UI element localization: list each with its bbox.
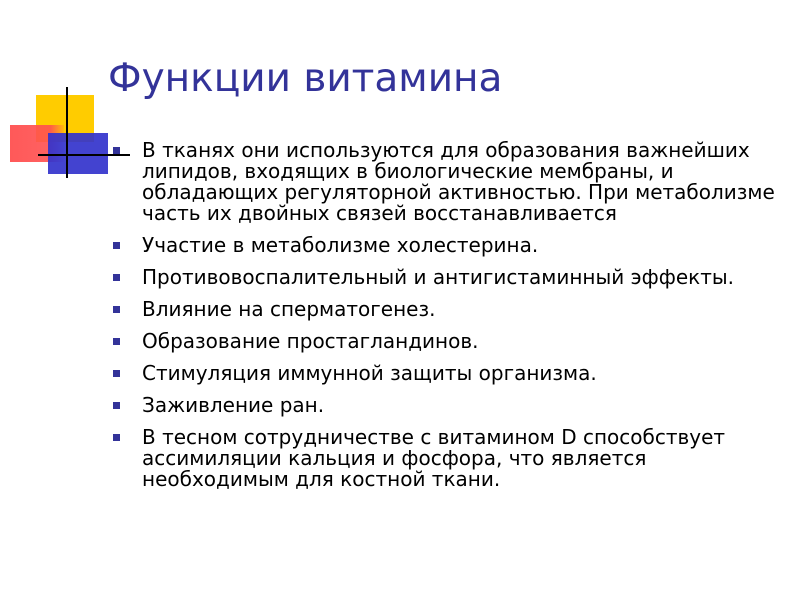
bullet-item <box>108 299 778 320</box>
bullet-square-icon <box>113 242 120 249</box>
bullet-text: В тесном сотрудничестве с витамином D способствует ассимиляции кальция и фосфора, что является необходимым для костной ткани. <box>142 425 726 491</box>
bullet-text: Противовоспалительный и антигистаминный эффекты. <box>142 265 735 289</box>
bullet-item <box>108 363 778 384</box>
bullet-item <box>108 395 778 416</box>
bullet-text: Стимуляция иммунной защиты организма. <box>142 361 597 385</box>
bullet-square-icon <box>113 306 120 313</box>
bullet-square-icon <box>113 402 120 409</box>
bullet-text: Влияние на сперматогенез. <box>142 297 436 321</box>
bullet-item <box>108 267 778 288</box>
bullet-text: В тканях они используются для образования важнейших липидов, входящих в биологические мембраны, и обладающих регуляторной активностью. При метаболизме часть их двойных связей восстанавливается <box>142 138 775 225</box>
bullet-item <box>108 427 778 490</box>
bullet-square-icon <box>113 274 120 281</box>
bullet-text: Заживление ран. <box>142 393 325 417</box>
blue-square <box>48 133 108 174</box>
slide-title: Функции витамина <box>108 56 503 101</box>
bullet-item <box>108 140 778 224</box>
bullet-list <box>108 140 778 501</box>
bullet-square-icon <box>113 370 120 377</box>
bullet-square-icon <box>113 147 120 154</box>
bullet-square-icon <box>113 434 120 441</box>
bullet-text: Образование простагландинов. <box>142 329 479 353</box>
bullet-text: Участие в метаболизме холестерина. <box>142 233 539 257</box>
bullet-item <box>108 331 778 352</box>
bullet-square-icon <box>113 338 120 345</box>
bullet-item <box>108 235 778 256</box>
